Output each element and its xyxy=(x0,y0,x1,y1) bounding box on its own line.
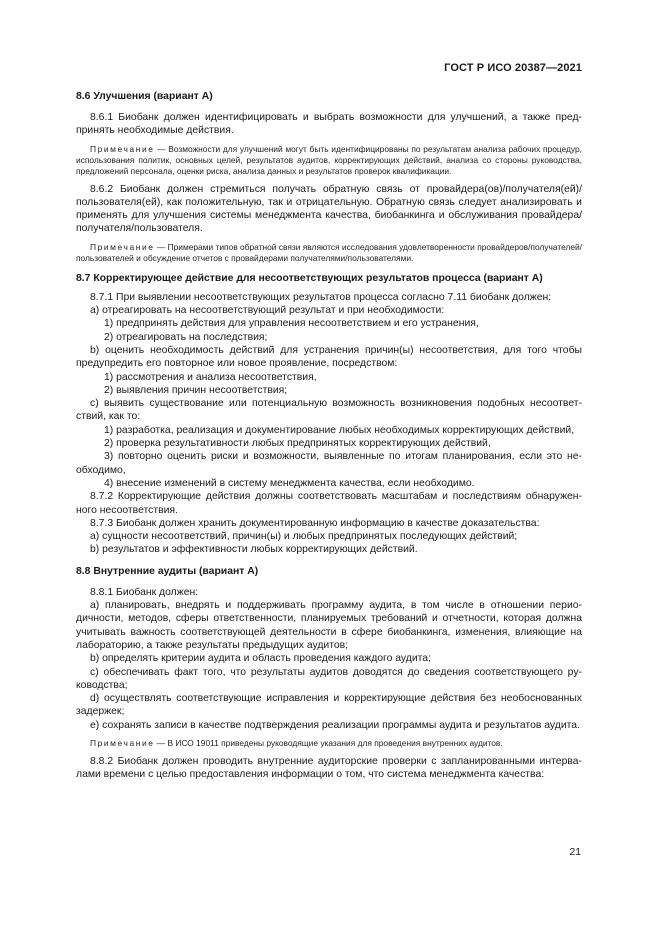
standard-designation: ГОСТ Р ИСО 20387—2021 xyxy=(444,62,582,74)
clause-8-6-2: 8.6.2 Биобанк должен стремиться получать обратную связь от провайдера(ов)/получателя(ей)/ пользователя(ей), как положительную, так и отрицательную. Обратную связь следует анализировать и применять для улучшения системы менеджмента качества, биобанкинга и обслуживания провайдера/ получателя/пользователя. xyxy=(76,183,582,235)
list-subitem-b2: 2) выявления причин несоответствия; xyxy=(104,384,288,396)
list-item-a: a) планировать, внедрять и поддерживать программу аудита, в том числе в отношении периодичности, методов, сферы ответственности, планируемых требований и отчетности, которая должна учитывать важность соответствующей деятельности в сфере биобанкинга, изменения, влияющие на лабораторию, а также результаты предыдущих аудитов; xyxy=(76,600,582,651)
list-subitem-b1: 1) рассмотрения и анализа несоответствия, xyxy=(104,371,317,383)
note-8-8-1 xyxy=(76,738,582,749)
note-label: Примечание xyxy=(90,143,155,154)
list-item-a: a) сущности несоответствий, причин(ы) и любых предпринятых последующих действий; xyxy=(90,531,518,543)
section-heading-8-6: 8.6 Улучшения (вариант А) xyxy=(76,91,213,102)
clause-8-7-2: 8.7.2 Корректирующие действия должны соответствовать масштабам и последствиям обнаруженного несоответствия. xyxy=(76,491,582,516)
note-label: Примечание xyxy=(90,737,155,748)
list-subitem-c4: 4) внесение изменений в систему менеджмента качества, если необходимо. xyxy=(104,477,475,489)
clause-8-7-3: 8.7.3 Биобанк должен хранить документированную информацию в качестве доказательства: xyxy=(90,517,540,529)
list-item-d: d) осуществлять соответствующие исправления и корректирующие действия без необоснованных задержек; xyxy=(76,693,582,718)
section-heading-8-8: 8.8 Внутренние аудиты (вариант А) xyxy=(76,565,259,577)
note-label: Примечание xyxy=(90,241,155,252)
page-content xyxy=(76,90,582,782)
note-8-6-1 xyxy=(76,144,582,177)
list-item-a: a) отреагировать на несоответствующий результат и при необходимости: xyxy=(90,305,445,317)
section-heading-8-7: 8.7 Корректирующее действие для несоответствующих результатов процесса (вариант А) xyxy=(76,272,543,284)
page-number: 21 xyxy=(569,847,581,858)
list-item-b: b) оценить необходимость действий для устранения причин(ы) несоответствия, для того чтобы предупредить его повторное или новое проявление, посредством: xyxy=(76,344,582,370)
note-text: — Примерами типов обратной связи являются исследования удовлетворенности провайдеров/получателей/пользователей и обсуждение отчетов с провайдерами получателями/пользователями. xyxy=(76,241,582,263)
list-item-b: b) определять критерии аудита и область проведения каждого аудита; xyxy=(90,653,431,665)
clause-8-8-2: 8.8.2 Биобанк должен проводить внутренние аудиторские проверки с запланированными интервалами времени с целью предоставления информации о том, что система менеджмента качества: xyxy=(76,755,582,781)
list-subitem-c1: 1) разработка, реализация и документирование любых необходимых корректирующих действий, xyxy=(104,424,575,436)
clause-8-7-1: 8.7.1 При выявлении несоответствующих результатов процесса согласно 7.11 биобанк должен: xyxy=(90,291,552,303)
list-subitem-c2: 2) проверка результативности любых предпринятых корректирующих действий, xyxy=(104,438,491,450)
list-item-c: c) обеспечивать факт того, что результаты аудитов доводятся до сведения соответствующего руководства; xyxy=(76,666,582,691)
note-text: — Возможности для улучшений могут быть идентифицированы по результатам анализа рабочих процедур, использования политик, основных целей, результатов аудитов, корректирующих действий, анализа со стороны руководства, предложений персонала, оценки риска, анализа данных и результатов проверок квалификации. xyxy=(76,143,582,176)
list-subitem-a1: 1) предпринять действия для управления несоответствием и его устранения, xyxy=(104,318,479,330)
list-subitem-a2: 2) отреагировать на последствия; xyxy=(104,331,268,343)
clause-8-8-1: 8.8.1 Биобанк должен: xyxy=(90,586,199,598)
list-item-e: e) сохранять записи в качестве подтверждения реализации программы аудита и результатов аудита. xyxy=(90,719,580,731)
note-text: — В ИСО 19011 приведены руководящие указания для проведения внутренних аудитов. xyxy=(154,737,503,748)
list-subitem-c3: 3) повторно оценить риски и возможности, выявленные по итогам планирования, если это необходимо, xyxy=(76,451,582,476)
note-8-6-2 xyxy=(76,242,582,264)
list-item-c: c) выявить существование или потенциальную возможность возникновения подобных несоответствий, как то: xyxy=(76,398,582,423)
clause-8-6-1: 8.6.1 Биобанк должен идентифицировать и выбрать возможности для улучшений, а также предпринять необходимые действия. xyxy=(76,112,582,137)
list-item-b: b) результатов и эффективности любых корректирующих действий. xyxy=(90,544,418,556)
